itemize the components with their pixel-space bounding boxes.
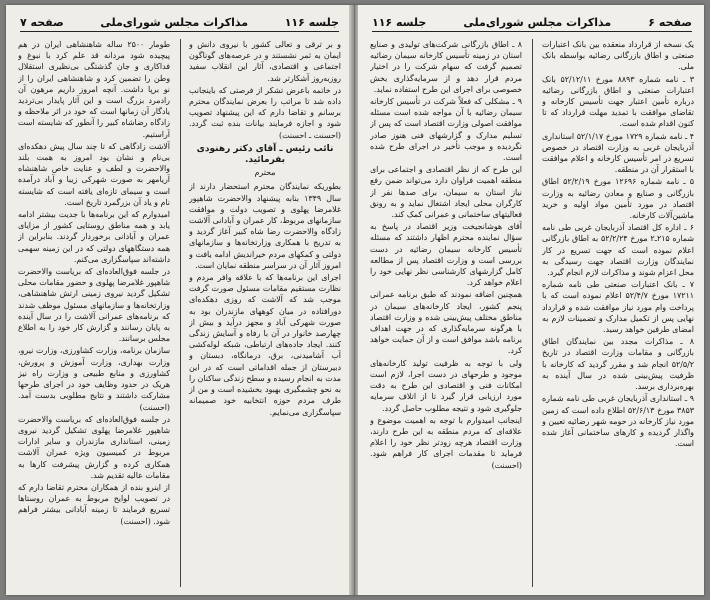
paragraph: ولی با توجه به ظرفیت تولید کارخانه‌های موجود و طرحهای در دست اجرا، لازم است امکانات فنی و اقتصادی این طرح به دقت مورد ارزیابی قرار گیرد تا از اتلاف سرمایه جلوگیری شود و نتیجه مطلوب حاصل گردد. (370, 358, 522, 413)
page-number: صفحه ۶ (648, 15, 692, 29)
journal-title: مذاکرات مجلس شورای‌ملی (100, 15, 249, 29)
column-left (18, 39, 170, 587)
paragraph: ۳ ـ نامه شماره ۸۸۹۳ مورخ ۵۲/۱۲/۱۱ بانک اعتبارات صنعتی و اطاق بازرگانی رضائیه درباره تأمین اعتبار جهت تأسیس کارخانه و تقاضای موافقت با تمدید مهلت قرارداد که تا کنون اقدام شده است. (542, 74, 694, 129)
book-spread (6, 5, 704, 595)
column-divider (180, 39, 181, 587)
column-left (370, 39, 522, 587)
text-columns (18, 39, 341, 587)
paragraph: همچنین اضافه نمودند که طبق برنامه عمرانی پنجم کشور، ایجاد کارخانه‌های سیمان در مناطق مختلف پیش‌بینی شده و وزارت اقتصاد با هرگونه سرمایه‌گذاری که در جهت اهداف برنامه باشد موافق است و از آن حمایت خواهد کرد. (370, 290, 522, 356)
paragraph: سازمان برنامه، وزارت کشاورزی، وزارت نیرو، وزارت بهداری، وزارت آموزش و پرورش، کشاورزی و منابع طبیعی و وزارت راه نیز هریک در حدود وظایف خود در اجرای طرحها مشارکت داشتند و نتایج مطلوبی بدست آمد. (احسنت) (18, 346, 170, 412)
page-7 (6, 5, 351, 595)
paragraph: آلاشت زادگاهی که تا چند سال پیش دهکده‌ای بی‌نام و نشان بود امروز به همت بلند والاحضرت و لطف و عنایت خاص شاهنشاه آریامهر به صورت شهرکی زیبا و آباد درآمده است و سیمای تازه‌ای یافته است که شایسته نام و یاد آن بزرگمرد تاریخ است. (18, 141, 170, 207)
session-number: جلسه ۱۱۶ (284, 15, 339, 29)
speaker-name: نائب رئیس ـ آقای دکتر رهنودی بفرمائید. (196, 143, 334, 166)
paragraph: ۹ ـ استانداری آذربایجان غربی طی نامه شماره ۳۸۵۳ مورخ ۵۲/۶/۱۳ اطلاع داده است که زمین مورد نیاز کارخانه در حومه شهر رضائیه تعیین و واگذار گردیده و کارهای ساختمانی آغاز شده است. (542, 394, 694, 449)
paragraph: طومار ۲۵۰۰ ساله شاهنشاهی ایران در هم پیچیده شود مردانه قد علم کرد با نبوغ و فداکاری و جان گذشتگی بی‌نظیری استقلال وطن را تضمین کرد و شاهنشاهی ایران را از نو برپا داشت. آنچه امروز داریم مرهون آن رادمرد بزرگ است و این آثار پایدار بی‌تردید یادگار آن زمانها است که خود در اثر ملاحظه و زادگاه رضاشاه کبیر را آنطور که شایسته است آراستیم. (18, 40, 170, 139)
paragraph: در خاتمه باعرض تشکر از فرصتی که باینجانب داده شد تا مراتب را بعرض نمایندگان محترم برسانم و تقاضا دارم که این پیشنهاد تصویب شود و اجازه فرمایند بیانات بنده ثبت گردد. (احسنت ـ احسنت) (189, 85, 341, 140)
paragraph: امیدوارم که این برنامه‌ها با جدیت بیشتر ادامه یابد و همه مناطق روستایی کشور از مزایای عمران و آبادانی برخوردار گردند. بنابراین از همه دستگاههای دولتی که در این زمینه سهمی داشته‌اند سپاسگزاری می‌کنم. (18, 210, 170, 264)
speaker-note: محترم (254, 168, 276, 178)
page-6 (358, 5, 704, 595)
paragraph: ۵ ـ نامه شماره ۱۲۶۹۶ مورخ ۵۲/۲/۱۹ اطاق بازرگانی و صنایع و معادن رضائیه به وزارت اقتصاد در مورد تأمین مواد اولیه و خرید ماشین‌آلات کارخانه. (542, 177, 694, 221)
column-divider (532, 39, 533, 587)
page-header (20, 13, 339, 32)
journal-title: مذاکرات مجلس شورای‌ملی (463, 15, 612, 29)
paragraph: در جلسه فوق‌العاده‌ای که بریاست والاحضرت شاهپور غلامرضا پهلوی تشکیل گردید نیروی زمینی، استانداری مازندران و سایر ادارات مربوط در کمیسیون ویژه عمران آلاشت همکاری کرده و گزارش پیشرفت کارها به مقامات عالیه تقدیم شد. (18, 414, 170, 480)
column-right (189, 39, 341, 587)
paragraph: ۸ ـ اطاق بازرگانی شرکت‌های تولیدی و صنایع استان در زمینه تأسیس کارخانه سیمان رضائیه تصمیم گرفت که سهام شرکت را در اختیار مردم قرار دهد و از سرمایه‌گذاری بخش خصوصی برای اجرای این طرح استفاده نماید. (370, 40, 522, 94)
paragraph: ۶ ـ اداره کل اقتصاد آذربایجان غربی طی نامه شماره ۲۱۵ـ۲ مورخ ۵۲/۲/۲۴ به اطاق بازرگانی اعلام نموده است که جهت تسریع در کار نمایندگان وزارت اقتصاد جهت رسیدگی به محل اعزام شوند و مذاکرات لازم انجام گیرد. (542, 223, 694, 278)
paragraph: ۸ ـ مذاکرات مجدد بین نمایندگان اطاق بازرگانی و مقامات وزارت اقتصاد در تاریخ ۵۲/۵/۲ انجام شد و مقرر گردید که کارخانه با ظرفیت پیش‌بینی شده در سال آینده به بهره‌برداری برسد. (542, 337, 694, 392)
paragraph: ۷ ـ بانک اعتبارات صنعتی طی نامه شماره ۱۷۲۱۱ مورخ ۵۲/۴/۷ اعلام نموده است که با پرداخت وام مورد نیاز موافقت شده و قرارداد نهایی پس از تکمیل مدارک و تضمینات لازم به امضای طرفین خواهد رسید. (542, 280, 694, 335)
text-columns (370, 39, 694, 587)
paragraph: و بر ترقی و تعالی کشور با نیروی دانش و ایمان به ثمر نشستند و در عرصه‌های گوناگون اجتماعی و اقتصادی، آثار این انقلاب سفید روز‌به‌روز آشکارتر شد. (189, 40, 341, 83)
page-header (372, 13, 692, 32)
session-number: جلسه ۱۱۶ (372, 15, 427, 29)
paragraph: در جلسه فوق‌العاده‌ای که بریاست والاحضرت شاهپور غلامرضا پهلوی و حضور مقامات محلی تشکیل گردید نیروی زمینی ارتش شاهنشاهی، وزارتخانه‌ها و سازمانهای مسئول موظف شدند که برنامه‌های عمرانی آلاشت را در سال آینده به پایان رسانند و گزارش کار خود را به اطلاع مجلس برسانند. (18, 267, 170, 344)
paragraph: این طرح که از نظر اقتصادی و اجتماعی برای منطقه اهمیت فراوان دارد می‌تواند ضمن رفع نیاز استان به سیمان، برای صدها نفر از کارگران محلی ایجاد اشتغال نماید و به رونق فعالیتهای ساختمانی و عمرانی کمک کند. (370, 165, 522, 220)
paragraph: اجرای این برنامه‌ها که با علاقه وافر مردم و نظارت مستقیم مقامات مسئول صورت گرفت موجب شد که آلاشت که روزی دهکده‌ای دورافتاده در میان کوههای مازندران بود به صورت شهرکی آباد و مجهز درآید و بیش از چهارصد خانوار در آن با رفاه و آسایش زندگی کنند. ایجاد جاده‌های ارتباطی، شبکه لوله‌کشی آب آشامیدنی، برق، درمانگاه، دبستان و دبیرستان از جمله اقداماتی است که در این مدت به انجام رسیده و سطح زندگی ساکنان را به نحو چشمگیری بهبود بخشیده است و من از طرف مردم حوزه انتخابیه خود صمیمانه سپاسگزاری می‌نمایم. (189, 273, 341, 417)
paragraph: بطوریکه نمایندگان محترم استحضار دارند از سال ۱۳۴۹ بنابه پیشنهاد والاحضرت شاهپور غلامرضا پهلوی و تصویب دولت و موافقت سازمانهای مربوط، کار عمران و آبادانی آلاشت زادگاه والاحضرت رضا شاه کبیر آغاز گردید و به تدریج با همکاری وزارتخانه‌ها و سازمانهای دولتی و کمکهای مردم خیراندیش ادامه یافت و امروز آثار آن در سراسر منطقه نمایان است. (189, 182, 341, 270)
paragraph: آقای هوشانجیخت وزیر اقتصاد در پاسخ به سؤال نماینده محترم اظهار داشتند که مسئله تأسیس کارخانه سیمان رضائیه در دست بررسی است و وزارت اقتصاد پس از مطالعه کامل گزارشهای کارشناسی نظر نهایی خود را اعلام خواهد کرد. (370, 222, 522, 288)
column-right (542, 39, 694, 587)
paragraph: از اینرو بنده از همکاران محترم تقاضا دارم که در تصویب لوایح مربوط به عمران روستاها تسریع فرمایند تا زمینه آبادانی بیشتر فراهم شود. (احسنت) (18, 482, 170, 526)
paragraph: یک نسخه از قرارداد منعقده بین بانک اعتبارات صنعتی و اطاق بازرگانی رضائیه بواسطه بانک ملی. (542, 40, 694, 72)
paragraph: ۴ ـ نامه شماره ۱۷۲۹ مورخ ۵۲/۱/۱۷ استانداری آذربایجان غربی به وزارت اقتصاد در خصوص تسریع در امر تأسیس کارخانه و اعلام موافقت با استقرار آن در منطقه. (542, 131, 694, 175)
page-number: صفحه ۷ (20, 15, 64, 29)
paragraph: ۹ ـ مشکلی که فعلاً شرکت در تأسیس کارخانه سیمان رضائیه با آن مواجه شده است مسئله موافقت اصولی وزارت اقتصاد است که پس از تسلیم مدارک و گزارشهای فنی هنوز صادر نگردیده و موجب تأخیر در اجرای طرح شده است. (370, 97, 522, 163)
paragraph: اینجانب امیدوارم با توجه به اهمیت موضوع و علاقه‌ای که مردم منطقه به این طرح دارند، وزارت اقتصاد هرچه زودتر نظر خود را اعلام فرماید تا مقدمات اجرای کار فراهم شود. (احسنت) (370, 415, 522, 470)
